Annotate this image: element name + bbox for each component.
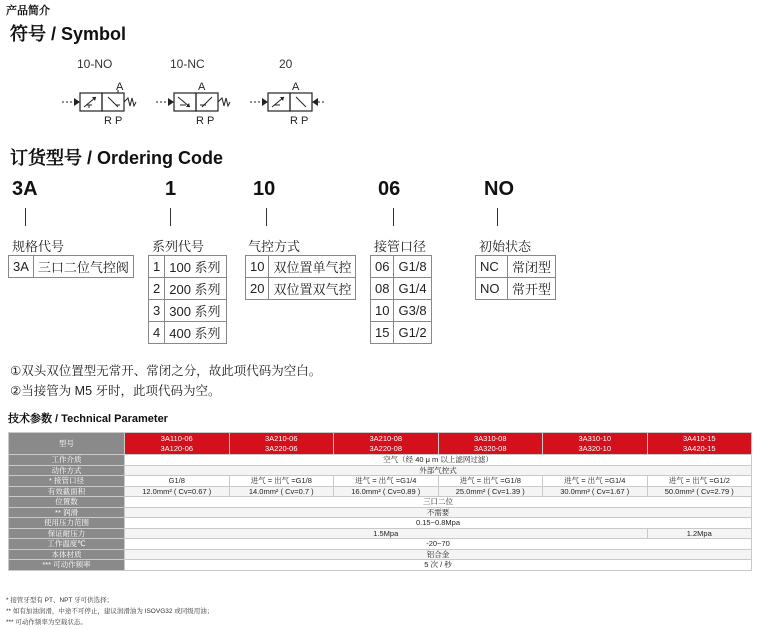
table-row (371, 300, 432, 322)
series-code-table (148, 255, 227, 344)
table-cell: G1/4 (394, 278, 432, 300)
table-row (371, 278, 432, 300)
svg-text:A: A (292, 82, 300, 93)
table-cell: 1 (149, 256, 165, 278)
state-code-table (475, 255, 556, 300)
table-cell: 25.0mm² ( Cv=1.39 ) (438, 486, 543, 497)
table-cell: 进气 = 出气 =G1/2 (647, 476, 752, 487)
code-pilot: 10 (253, 178, 276, 200)
table-row (476, 278, 556, 300)
table-row (9, 518, 752, 529)
table-cell: G1/2 (394, 322, 432, 344)
table-cell: 保证耐压力 (9, 528, 125, 539)
table-cell: 06 (371, 256, 394, 278)
note-1: ①双头双位置型无常开、常闭之分，故此项代码为空白。 (10, 364, 322, 378)
group-title-spec: 规格代号 (12, 239, 65, 254)
tech-title: 技术参数 / Technical Parameter (8, 413, 168, 425)
table-row (9, 560, 752, 571)
table-row (9, 476, 752, 487)
code-tick (393, 208, 394, 226)
port-a-text: A (116, 82, 124, 93)
table-row (149, 322, 227, 344)
table-cell: 12.0mm² ( Cv=0.67 ) (125, 486, 230, 497)
svg-text:R P: R P (196, 115, 215, 127)
table-row (149, 300, 227, 322)
code-state: NO (484, 178, 514, 200)
table-row (476, 256, 556, 278)
table-row (246, 278, 356, 300)
table-cell: 双位置双气控 (269, 278, 356, 300)
table-cell: 铝合金 (125, 549, 752, 560)
valve-symbol-no-icon (58, 82, 142, 128)
group-title-pilot: 气控方式 (248, 239, 301, 254)
table-cell: 3 (149, 300, 165, 322)
table-cell: NO (476, 278, 508, 300)
table-cell: 3A310-08 3A320-08 (438, 433, 543, 455)
table-cell: 外部气控式 (125, 465, 752, 476)
table-cell: 常开型 (508, 278, 556, 300)
table-cell: 型号 (9, 433, 125, 455)
table-cell: 工作介质 (9, 455, 125, 466)
table-cell: 进气 = 出气 =G1/8 (229, 476, 334, 487)
tech-spec-table (8, 432, 752, 571)
table-cell: 3A210-08 3A220-08 (334, 433, 439, 455)
symbol-title: 符号 / Symbol (10, 24, 127, 44)
table-cell: 400 系列 (165, 322, 227, 344)
table-cell: NC (476, 256, 508, 278)
port-code-table (370, 255, 432, 344)
port-rp-text: R P (104, 115, 123, 127)
table-row (9, 549, 752, 560)
symbol-label-20: 20 (279, 57, 293, 71)
table-cell: 200 系列 (165, 278, 227, 300)
note-2: ②当接管为 M5 牙时，此项代码为空。 (10, 384, 221, 398)
footnote-3: *** 可动作频率为空载状态。 (6, 619, 87, 626)
table-cell: 本体材质 (9, 549, 125, 560)
table-cell: 10 (246, 256, 269, 278)
table-cell: 3A110-06 3A120-06 (125, 433, 230, 455)
table-row (9, 455, 752, 466)
table-cell: 50.0mm² ( Cv=2.79 ) (647, 486, 752, 497)
table-row (9, 497, 752, 508)
table-cell: 30.0mm² ( Cv=1.67 ) (543, 486, 648, 497)
table-row (149, 256, 227, 278)
table-cell: ** 润滑 (9, 507, 125, 518)
table-cell: 4 (149, 322, 165, 344)
pilot-code-table (245, 255, 356, 300)
table-cell: 三口二位 (125, 497, 752, 508)
table-row (9, 539, 752, 550)
table-cell: 2 (149, 278, 165, 300)
table-cell: 进气 = 出气 =G1/4 (334, 476, 439, 487)
table-cell: 使用压力范围 (9, 518, 125, 529)
table-cell: 08 (371, 278, 394, 300)
table-cell: 3A (9, 256, 34, 278)
table-cell: 工作温度℃ (9, 539, 125, 550)
table-cell: 5 次 / 秒 (125, 560, 752, 571)
table-cell: G3/8 (394, 300, 432, 322)
table-cell: -20~70 (125, 539, 752, 550)
code-tick (497, 208, 498, 226)
table-cell: 100 系列 (165, 256, 227, 278)
symbol-label-10-nc: 10-NC (170, 57, 205, 71)
code-tick (25, 208, 26, 226)
page-header: 产品简介 (6, 5, 50, 17)
table-row (9, 256, 134, 278)
table-cell: 1.2Mpa (647, 528, 752, 539)
table-cell: 空气（经 40 μ m 以上滤网过滤） (125, 455, 752, 466)
table-cell: 3A410-15 3A420-15 (647, 433, 752, 455)
table-cell: 不需要 (125, 507, 752, 518)
table-row (9, 507, 752, 518)
table-row (371, 322, 432, 344)
table-cell: 动作方式 (9, 465, 125, 476)
table-cell: 0.15~0.8Mpa (125, 518, 752, 529)
table-cell: *** 可动作频率 (9, 560, 125, 571)
table-row (149, 278, 227, 300)
code-tick (170, 208, 171, 226)
table-cell: 300 系列 (165, 300, 227, 322)
table-cell: 20 (246, 278, 269, 300)
table-cell: 3A310-10 3A320-10 (543, 433, 648, 455)
table-row (371, 256, 432, 278)
table-cell: 位置数 (9, 497, 125, 508)
table-row (246, 256, 356, 278)
table-cell: G1/8 (125, 476, 230, 487)
symbol-label-10-no: 10-NO (77, 57, 113, 71)
table-cell: 1.5Mpa (125, 528, 648, 539)
table-cell: 三口二位气控阀 (33, 256, 133, 278)
table-cell: 进气 = 出气 =G1/4 (543, 476, 648, 487)
footnote-1: * 接管牙型有 PT、NPT 牙可供选择； (6, 597, 114, 604)
table-cell: * 接管口径 (9, 476, 125, 487)
table-cell: 进气 = 出气 =G1/8 (438, 476, 543, 487)
code-spec: 3A (12, 178, 38, 200)
code-port: 06 (378, 178, 401, 200)
table-cell: 常闭型 (508, 256, 556, 278)
table-cell: 有效截面积 (9, 486, 125, 497)
table-cell: 10 (371, 300, 394, 322)
table-row (9, 433, 752, 455)
spec-code-table (8, 255, 134, 278)
valve-symbol-double-pilot-icon (246, 82, 330, 128)
code-series: 1 (165, 178, 177, 200)
table-row (9, 528, 752, 539)
svg-text:A: A (198, 82, 206, 93)
table-cell: 双位置单气控 (269, 256, 356, 278)
table-cell: 15 (371, 322, 394, 344)
group-title-port: 接管口径 (374, 239, 427, 254)
svg-text:R P: R P (290, 115, 309, 127)
table-row (9, 486, 752, 497)
table-cell: 3A210-06 3A220-06 (229, 433, 334, 455)
valve-symbol-nc-icon (152, 82, 236, 128)
table-cell: G1/8 (394, 256, 432, 278)
group-title-series: 系列代号 (152, 239, 205, 254)
footnote-2: ** 如有加油润滑，中途不可停止，建议润滑油为 ISOVG32 或同级用油； (6, 608, 214, 615)
table-row (9, 465, 752, 476)
table-cell: 14.0mm² ( Cv=0.7 ) (229, 486, 334, 497)
code-tick (266, 208, 267, 226)
group-title-state: 初始状态 (479, 239, 532, 254)
table-cell: 16.0mm² ( Cv=0.89 ) (334, 486, 439, 497)
ordering-title: 订货型号 / Ordering Code (10, 148, 224, 168)
